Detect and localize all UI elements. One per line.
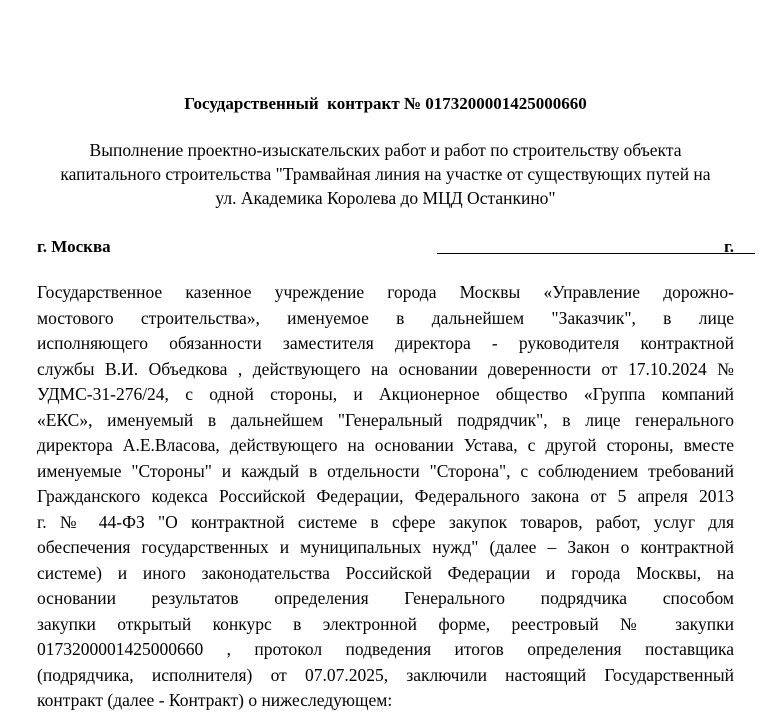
paragraph-line: основании результатов определения Генерального подрядчика способом xyxy=(37,588,734,608)
subject-line: Выполнение проектно-изыскательских работ и работ по строительству объекта xyxy=(89,140,682,160)
paragraph-line: исполняющего обязанности заместителя директора - руководителя контрактной xyxy=(37,333,734,353)
paragraph-line: директора А.Е.Власова, действующего на основании Устава, с другой стороны, вместе xyxy=(37,435,734,455)
paragraph-line: «ЕКС», именуемый в дальнейшем "Генеральный подрядчик", в лице генерального xyxy=(37,409,734,430)
contract-title: Государственный контракт № 0173200001425000660 xyxy=(184,94,587,113)
date-blank-line xyxy=(437,236,755,254)
paragraph-line: именуемые "Стороны" и каждый в отдельности "Сторона", с соблюдением требований xyxy=(37,460,734,481)
paragraph-line: системе) и иного законодательства Российской Федерации и города Москвы, на xyxy=(37,562,734,583)
paragraph-line: обеспечения государственных и муниципальных нужд" (далее – Закон о контрактной xyxy=(37,537,734,557)
paragraph-line: (подрядчика, исполнителя) от 07.07.2025, заключили настоящий Государственный xyxy=(37,664,734,685)
paragraph-line: Государственное казенное учреждение города Москвы «Управление дорожно- xyxy=(37,282,734,302)
city-label: г. Москва xyxy=(37,237,111,256)
paragraph-line: Гражданского кодекса Российской Федерации, Федерального закона от 5 апреля 2013 xyxy=(37,486,734,506)
paragraph-line: службы В.И. Объедкова , действующего на основании доверенности от 17.10.2024 № xyxy=(37,358,734,379)
paragraph-line: 0173200001425000660 , протокол подведения итогов определения поставщика xyxy=(37,639,734,659)
contract-subject xyxy=(40,138,731,210)
paragraph-line: закупки открытый конкурс в электронной форме, реестровый № закупки xyxy=(37,613,734,634)
subject-line: ул. Академика Королева до МЦД Останкино" xyxy=(215,188,556,208)
place-date-row xyxy=(37,236,734,260)
year-suffix: г. xyxy=(723,237,734,256)
paragraph-line: мостового строительства», именуемое в дальнейшем "Заказчик", в лице xyxy=(37,307,734,328)
preamble-paragraph xyxy=(37,280,734,714)
subject-line: капитального строительства "Трамвайная линия на участке от существующих путей на xyxy=(60,164,711,184)
paragraph-line: УДМС-31-276/24, с одной стороны, и Акционерное общество «Группа компаний xyxy=(37,384,734,404)
paragraph-line: контракт (далее - Контракт) о нижеследующем: xyxy=(37,690,393,710)
paragraph-line: г. № 44-ФЗ "О контрактной системе в сфере закупок товаров, работ, услуг для xyxy=(37,511,734,532)
